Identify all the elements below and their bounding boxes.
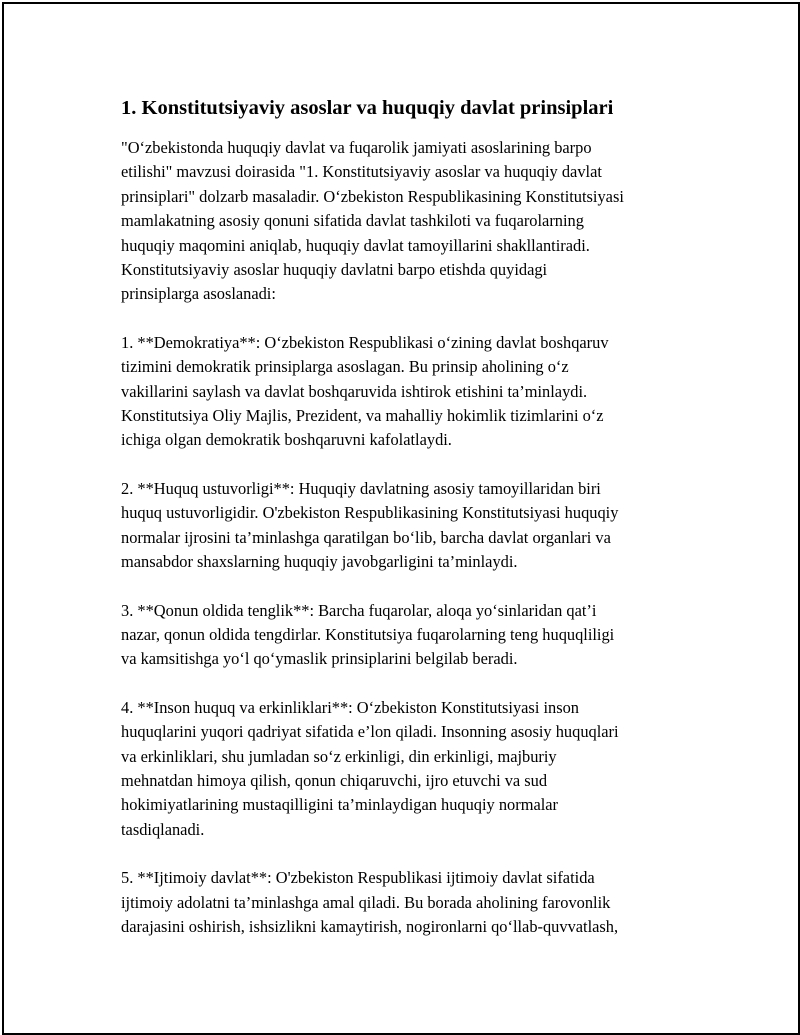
- paragraph-line: nazar, qonun oldida tengdirlar. Konstitutsiya fuqarolarning teng huquqliligi: [121, 624, 615, 644]
- paragraph-line: huquq ustuvorligidir. O'zbekiston Respublikasining Konstitutsiyasi huquqiy: [121, 503, 619, 523]
- document-body: [121, 94, 693, 963]
- paragraph-line: hokimiyatlarining mustaqilligini ta’minlaydigan huquqiy normalar: [121, 795, 559, 815]
- principle-rule-of-law-paragraph: [121, 477, 693, 575]
- paragraph-line: huquqiy maqomini aniqlab, huquqiy davlat tamoyillarini shakllantiradi.: [121, 235, 590, 255]
- paragraph-line: Konstitutsiya Oliy Majlis, Prezident, va mahalliy hokimlik tizimlarini o‘z: [121, 406, 604, 426]
- paragraph-line: huquqlarini yuqori qadriyat sifatida e’lon qiladi. Insonning asosiy huquqlari: [121, 722, 619, 742]
- paragraph-line: mamlakatning asosiy qonuni sifatida davlat tashkiloti va fuqarolarning: [121, 211, 584, 231]
- paragraph-line: mehnatdan himoya qilish, qonun chiqaruvchi, ijro etuvchi va sud: [121, 770, 548, 790]
- paragraph-line: 4. **Inson huquq va erkinliklari**: O‘zbekiston Konstitutsiyasi inson: [121, 697, 579, 717]
- principle-human-rights-paragraph: [121, 696, 693, 842]
- paragraph-line: mansabdor shaxslarning huquqiy javobgarligini ta’minlaydi.: [121, 552, 518, 572]
- paragraph-line: prinsiplari" dolzarb masaladir. O‘zbekiston Respublikasining Konstitutsiyasi: [121, 186, 624, 206]
- intro-paragraph: [121, 136, 693, 307]
- paragraph-line: "O‘zbekistonda huquqiy davlat va fuqarolik jamiyati asoslarining barpo: [121, 138, 592, 157]
- paragraph-line: tizimini demokratik prinsiplarga asoslagan. Bu prinsip aholining o‘z: [121, 357, 569, 377]
- paragraph-line: 3. **Qonun oldida tenglik**: Barcha fuqarolar, aloqa yo‘sinlaridan qat’i: [121, 600, 597, 620]
- principle-democracy-paragraph: [121, 331, 693, 453]
- paragraph-line: normalar ijrosini ta’minlashga qaratilgan bo‘lib, barcha davlat organlari va: [121, 527, 611, 547]
- paragraph-line: tasdiqlanadi.: [121, 819, 205, 839]
- document-title: 1. Konstitutsiyaviy asoslar va huquqiy davlat prinsiplari: [121, 97, 614, 119]
- paragraph-line: va kamsitishga yo‘l qo‘ymaslik prinsiplarini belgilab beradi.: [121, 649, 518, 669]
- paragraph-line: etilishi" mavzusi doirasida "1. Konstitutsiyaviy asoslar va huquqiy davlat: [121, 162, 602, 182]
- principle-social-state-paragraph: [121, 866, 693, 939]
- paragraph-line: darajasini oshirish, ishsizlikni kamaytirish, nogironlarni qo‘llab-quvvatlash,: [121, 916, 619, 936]
- paragraph-line: 1. **Demokratiya**: O‘zbekiston Respublikasi o‘zining davlat boshqaruv: [121, 332, 609, 352]
- paragraph-line: 2. **Huquq ustuvorligi**: Huquqiy davlatning asosiy tamoyillaridan biri: [121, 478, 601, 498]
- paragraph-line: va erkinliklari, shu jumladan so‘z erkinligi, din erkinligi, majburiy: [121, 746, 557, 766]
- principle-equality-paragraph: [121, 599, 693, 672]
- paragraph-line: vakillarini saylash va davlat boshqaruvida ishtirok etishini ta’minlaydi.: [121, 381, 588, 401]
- paragraph-line: Konstitutsiyaviy asoslar huquqiy davlatni barpo etishda quyidagi: [121, 260, 548, 280]
- paragraph-line: ijtimoiy adolatni ta’minlashga amal qiladi. Bu borada aholining farovonlik: [121, 892, 611, 912]
- paragraph-line: ichiga olgan demokratik boshqaruvni kafolatlaydi.: [121, 430, 452, 450]
- page-frame: [2, 2, 800, 1035]
- paragraph-line: 5. **Ijtimoiy davlat**: O'zbekiston Respublikasi ijtimoiy davlat sifatida: [121, 868, 595, 888]
- paragraph-line: prinsiplarga asoslanadi:: [121, 284, 276, 304]
